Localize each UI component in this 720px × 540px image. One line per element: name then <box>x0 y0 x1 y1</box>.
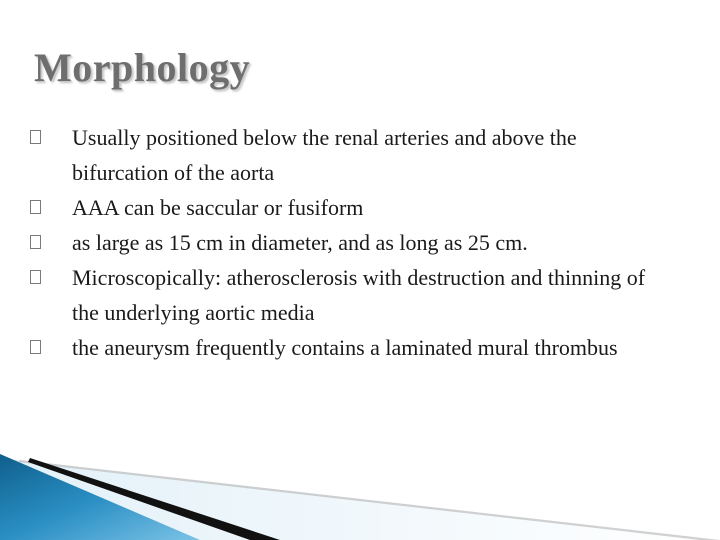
square-bullet-icon <box>30 340 41 354</box>
square-bullet-icon <box>30 270 41 284</box>
bullet-item <box>30 330 670 365</box>
bullet-text: as large as 15 cm in diameter, and as long as 25 cm. <box>72 230 528 255</box>
bullet-list <box>30 120 670 365</box>
bullet-item <box>30 225 670 260</box>
bullet-item <box>30 190 670 225</box>
bullet-text: AAA can be saccular or fusiform <box>72 195 364 220</box>
decorative-swoosh <box>0 440 720 540</box>
bullet-text: Microscopically: atherosclerosis with destruction and thinning of the underlying aortic media <box>72 265 646 325</box>
bullet-item <box>30 260 670 330</box>
slide-title: Morphology <box>34 45 251 90</box>
bullet-item <box>30 120 670 190</box>
square-bullet-icon <box>30 130 41 144</box>
square-bullet-icon <box>30 235 41 249</box>
square-bullet-icon <box>30 200 41 214</box>
bullet-text: the aneurysm frequently contains a laminated mural thrombus <box>72 335 618 360</box>
bullet-text: Usually positioned below the renal arteries and above the bifurcation of the aorta <box>72 125 577 185</box>
